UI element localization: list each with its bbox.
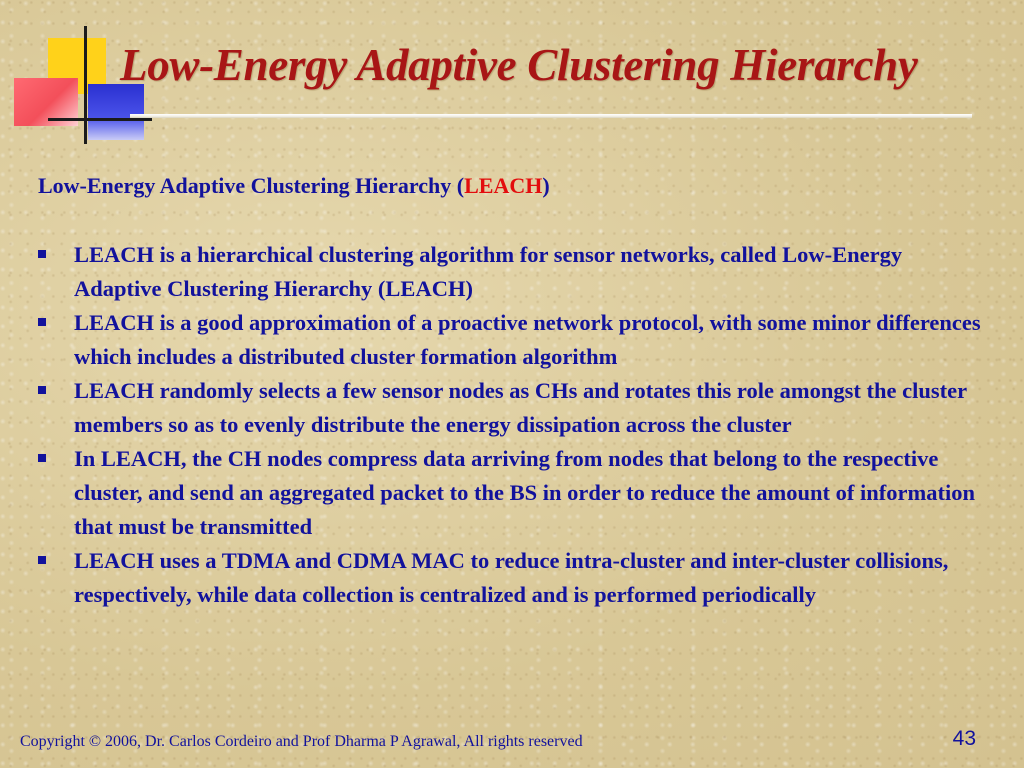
square-bullet-icon (38, 556, 46, 564)
bullet-item (38, 544, 988, 612)
subtitle-suffix: ) (542, 173, 550, 198)
bullet-item (38, 306, 988, 374)
bullet-item (38, 442, 988, 544)
bullet-item (38, 238, 988, 306)
subtitle-prefix: Low-Energy Adaptive Clustering Hierarchy ( (38, 173, 465, 198)
title-underline (130, 114, 972, 118)
subtitle-highlight: LEACH (464, 173, 543, 198)
logo-vertical-line (84, 26, 87, 144)
bullet-item (38, 374, 988, 442)
page-number: 43 (952, 727, 976, 750)
bullet-text: LEACH uses a TDMA and CDMA MAC to reduce intra-cluster and inter-cluster collisions, respectively, while data collection is centralized and is performed periodically (74, 548, 949, 607)
bullet-list (38, 238, 988, 612)
slide-subtitle (38, 172, 550, 200)
bullet-text: LEACH is a good approximation of a proactive network protocol, with some minor differences which includes a distributed cluster formation algorithm (74, 310, 981, 369)
bullet-text: LEACH is a hierarchical clustering algorithm for sensor networks, called Low-Energy Adaptive Clustering Hierarchy (LEACH) (74, 242, 903, 301)
square-bullet-icon (38, 386, 46, 394)
bullet-text: LEACH randomly selects a few sensor nodes as CHs and rotates this role amongst the cluster members so as to evenly distribute the energy dissipation across the cluster (74, 378, 967, 437)
copyright-footer: Copyright © 2006, Dr. Carlos Cordeiro and Prof Dharma P Agrawal, All rights reserved (20, 733, 583, 750)
bullet-text: In LEACH, the CH nodes compress data arriving from nodes that belong to the respective cluster, and send an aggregated packet to the BS in order to reduce the amount of information that must be transmitted (74, 446, 976, 539)
square-bullet-icon (38, 454, 46, 462)
slide-title: Low-Energy Adaptive Clustering Hierarchy (120, 40, 918, 90)
square-bullet-icon (38, 318, 46, 326)
logo-horizontal-line (48, 118, 152, 121)
square-bullet-icon (38, 250, 46, 258)
